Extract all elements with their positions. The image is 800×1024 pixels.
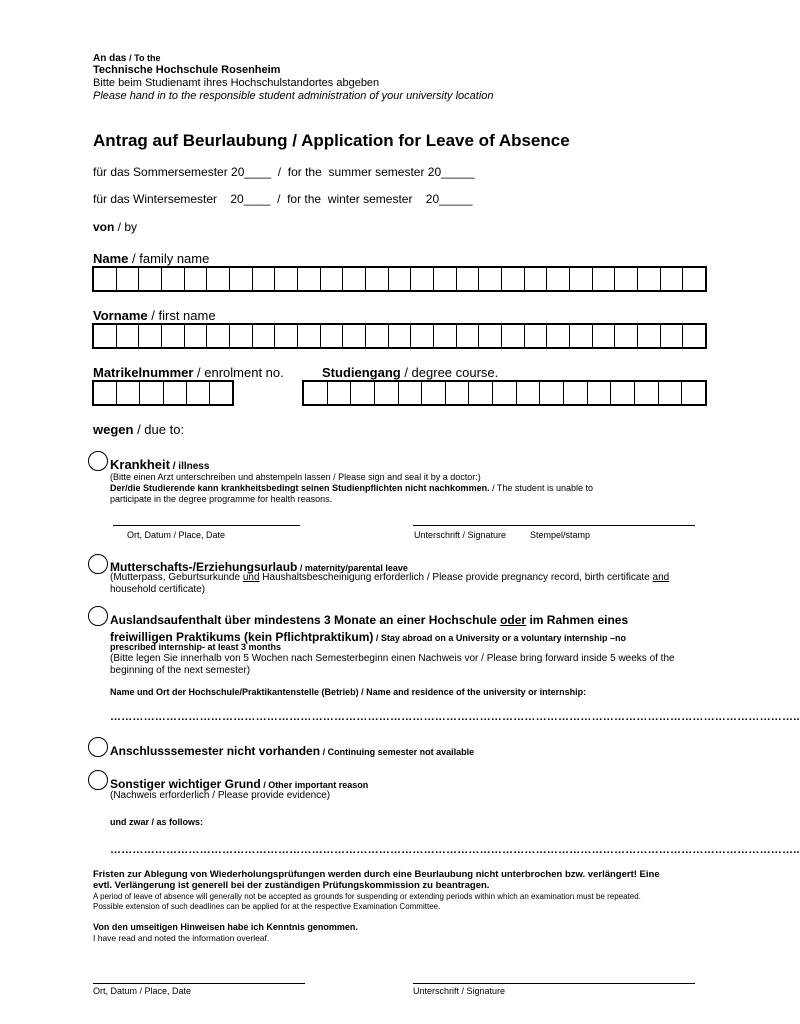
continuing-head-en: / Continuing semester not available	[320, 747, 475, 757]
wegen-bold: wegen	[93, 422, 134, 437]
matrikel-rest: / enrolment no.	[193, 365, 284, 380]
illness-head-de: Krankheit	[110, 457, 170, 472]
abroad-head-oder: oder	[500, 613, 527, 627]
abroad-head-a: Auslandsaufenthalt über mindestens 3 Monate an einer Hochschule	[110, 613, 501, 627]
hand-in-instruction-en: Please hand in to the responsible student administration of your university location	[93, 90, 494, 102]
illness-head-en: / illness	[169, 461, 210, 472]
family-name-boxes[interactable]	[92, 266, 707, 292]
illness-signature-line[interactable]	[413, 525, 695, 526]
parental-docs-b: Haushaltsbescheinigung erforderlich / Please provide pregnancy record, birth certificate	[259, 572, 653, 583]
institution-name: Technische Hochschule Rosenheim	[93, 64, 281, 76]
illness-statement-cont: participate in the degree programme for health reasons.	[110, 494, 333, 504]
degree-course-label	[322, 365, 498, 380]
vorname-rest: / first name	[147, 308, 216, 323]
form-title: Antrag auf Beurlaubung / Application for Leave of Absence	[93, 131, 570, 150]
illness-stamp-label: Stempel/stamp	[530, 530, 591, 540]
von-bold: von	[93, 220, 115, 234]
studiengang-bold: Studiengang	[322, 365, 401, 380]
illness-instruction: (Bitte einen Arzt unterschreiben und abstempeln lassen / Please sign and seal it by a doctor:)	[110, 472, 481, 482]
to-the-text: / To the	[129, 53, 161, 63]
illness-statement-de: Der/die Studierende kann krankheitsbedingt seinen Studienpflichten nicht nachkommen.	[110, 483, 490, 493]
degree-course-boxes[interactable]	[302, 380, 707, 406]
other-reason-radio[interactable]	[88, 770, 108, 790]
acknowledgement-en: I have read and noted the information overleaf.	[93, 933, 270, 943]
matrikel-bold: Matrikelnummer	[93, 365, 194, 380]
name-bold: Name	[93, 251, 129, 266]
deadline-notice-en-2: Possible extension of such deadlines can be applied for at the respective Examination Committee.	[93, 902, 441, 911]
university-name-field[interactable]: …………………………………………………………………………………………………………………………………………………………………..	[110, 711, 800, 723]
illness-signature-label: Unterschrift / Signature	[414, 530, 507, 540]
other-head-en: / Other important reason	[260, 780, 369, 790]
parental-leave-radio[interactable]	[88, 554, 108, 574]
final-place-date-label: Ort, Datum / Place, Date	[93, 986, 192, 996]
parental-docs-a: (Mutterpass, Geburtsurkunde	[110, 572, 243, 583]
deadline-notice-de-2: evtl. Verlängerung ist generell bei der zuständigen Prüfungskommission zu beantragen.	[93, 880, 490, 891]
parental-docs-und: und	[242, 572, 260, 583]
deadline-notice-en-1: A period of leave of absence will generally not be accepted as grounds for suspending or extending periods within which an examination must be repeated.	[93, 892, 641, 901]
vorname-bold: Vorname	[93, 308, 148, 323]
parental-head-de: Mutterschafts-/Erziehungsurlaub	[110, 560, 298, 574]
other-reason-field[interactable]: …………………………………………………………………………………………………………………………………………………………………..	[110, 844, 800, 856]
von-rest: / by	[114, 220, 138, 234]
stay-abroad-heading-3: prescribed internship- at least 3 months	[110, 642, 282, 652]
illness-statement-en: / The student is unable to	[489, 483, 593, 493]
parental-head-en: / maternity/parental leave	[297, 563, 408, 573]
due-to-label	[93, 422, 184, 437]
continuing-semester-radio[interactable]	[88, 737, 108, 757]
final-place-date-line[interactable]	[93, 983, 305, 984]
winter-semester-field[interactable]: für das Wintersemester 20____ / for the winter semester 20_____	[93, 192, 473, 206]
parental-leave-docs-cont: household certificate)	[110, 584, 206, 595]
other-head-de: Sonstiger wichtiger Grund	[110, 777, 261, 791]
hand-in-instruction-de: Bitte beim Studienamt ihres Hochschulstandortes abgeben	[93, 77, 380, 89]
enrolment-no-boxes[interactable]	[92, 380, 234, 406]
stay-abroad-instruction-cont: beginning of the next semester)	[110, 665, 251, 676]
final-signature-label: Unterschrift / Signature	[413, 986, 506, 996]
studiengang-rest: / degree course.	[400, 365, 499, 380]
von-label	[93, 220, 137, 234]
illness-statement	[110, 483, 593, 494]
deadline-notice-de-1: Fristen zur Ablegung von Wiederholungsprüfungen werden durch eine Beurlaubung nicht unterbrochen bzw. verlängert! Eine	[93, 869, 660, 880]
final-signature-line[interactable]	[413, 983, 695, 984]
acknowledgement-de: Von den umseitigen Hinweisen habe ich Kenntnis genommen.	[93, 922, 358, 932]
illness-radio[interactable]	[88, 451, 108, 471]
abroad-head2-en: / Stay abroad on a University or a voluntary internship –no	[373, 633, 626, 643]
university-name-label: Name und Ort der Hochschule/Praktikantenstelle (Betrieb) / Name and residence of the university or internship:	[110, 687, 587, 697]
family-name-label	[93, 251, 209, 266]
enrolment-no-label	[93, 365, 284, 380]
other-reason-evidence: (Nachweis erforderlich / Please provide evidence)	[110, 790, 331, 801]
name-rest: / family name	[128, 251, 210, 266]
abroad-head-b: im Rahmen eines	[526, 613, 629, 627]
as-follows-label: und zwar / as follows:	[110, 817, 204, 827]
illness-place-date-label: Ort, Datum / Place, Date	[127, 530, 226, 540]
illness-place-date-line[interactable]	[113, 525, 300, 526]
wegen-rest: / due to:	[133, 422, 185, 437]
continuing-semester-heading	[110, 742, 474, 760]
continuing-head-de: Anschlusssemester nicht vorhanden	[110, 744, 321, 758]
an-das-text: An das	[93, 53, 127, 64]
summer-semester-field[interactable]: für das Sommersemester 20____ / for the summer semester 20_____	[93, 165, 475, 179]
parental-docs-and: and	[652, 572, 670, 583]
abroad-head2-de: freiwilligen Praktikums (kein Pflichtpraktikum)	[110, 630, 374, 644]
first-name-label	[93, 308, 216, 323]
first-name-boxes[interactable]	[92, 323, 707, 349]
stay-abroad-instruction: (Bitte legen Sie innerhalb von 5 Wochen nach Semesterbeginn einen Nachweis vor / Please bring forward inside 5 weeks of the	[110, 653, 675, 664]
stay-abroad-radio[interactable]	[88, 606, 108, 626]
parental-leave-docs	[110, 572, 669, 584]
stay-abroad-heading	[110, 613, 628, 627]
